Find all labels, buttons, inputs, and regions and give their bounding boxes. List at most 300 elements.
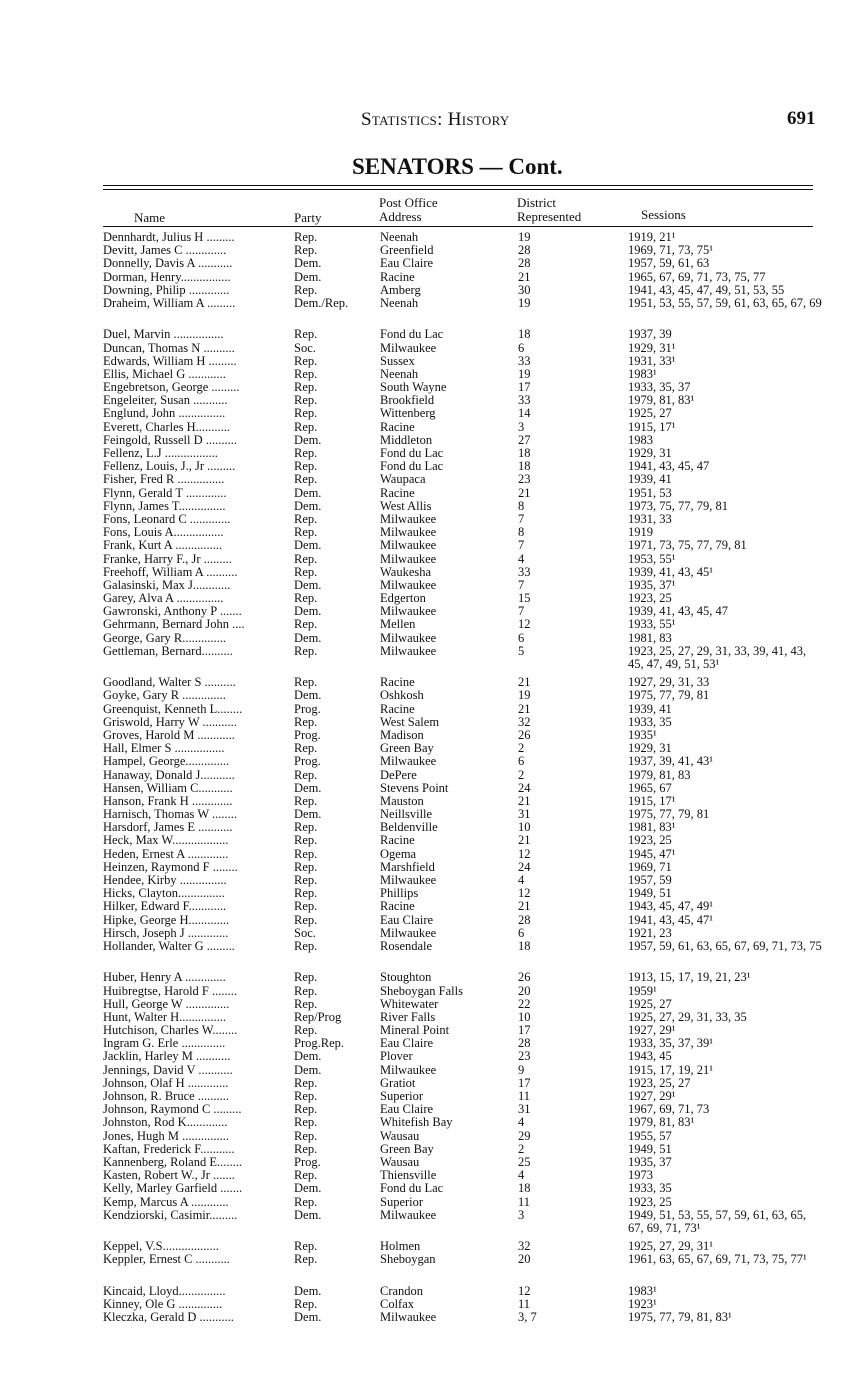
senator-district: 30 [518,282,531,297]
table-row [0,1130,859,1143]
senator-name: Hendee, Kirby ............... [103,874,227,888]
senator-sessions: 1933, 35, 37, 39¹ [628,1036,713,1051]
senator-party: Rep/Prog [294,1009,342,1024]
table-row [0,460,859,473]
senator-district: 21 [518,793,531,808]
senator-address: Milwaukee [380,643,437,658]
senator-address: Racine [380,269,415,284]
senator-name: Galasinski, Max J............ [103,578,231,592]
table-row [0,355,859,368]
senator-party: Rep. [294,1296,318,1311]
senator-sessions: 1915, 17¹ [628,419,676,434]
senator-sessions: 1935, 37 [628,1154,672,1169]
top-rule-1 [103,185,813,186]
senator-party: Soc. [294,340,316,355]
senator-sessions: 1921, 23 [628,925,672,940]
table-row [0,1311,859,1324]
senator-district: 28 [518,912,531,927]
senator-sessions: 1951, 53 [628,485,672,500]
senator-address: Milwaukee [380,925,437,940]
senator-sessions: 1927, 29¹ [628,1089,676,1104]
senator-party: Rep. [294,446,318,461]
senator-sessions: 1943, 45, 47, 49¹ [628,899,713,914]
senator-sessions: 1929, 31 [628,741,672,756]
senator-district: 12 [518,1283,531,1298]
senator-name: Englund, John ............... [103,407,226,421]
senator-party: Dem. [294,780,322,795]
senator-name: Devitt, James C ............. [103,244,227,258]
senator-sessions: 1941, 43, 45, 47, 49, 51, 53, 55 [628,282,785,297]
senator-district: 18 [518,327,531,342]
senator-name: Engebretson, George ......... [103,381,240,395]
senator-name: Duel, Marvin ................ [103,328,224,342]
senator-name: Donnelly, Davis A ........... [103,257,233,271]
senator-party: Rep. [294,899,318,914]
senator-address: Whitewater [380,996,439,1011]
senator-sessions: 1925, 27 [628,996,672,1011]
senator-name: Greenquist, Kenneth L........ [103,702,243,716]
senator-name: Fellenz, L.J ................. [103,447,218,461]
senator-district: 21 [518,833,531,848]
column-header-district-line1: District [517,195,556,210]
senator-party: Rep. [294,353,318,368]
senator-name: Kemp, Marcus A ............ [103,1195,229,1209]
senator-name: George, Gary R.............. [103,631,227,645]
senator-sessions: 1935¹ [628,727,657,742]
senator-address: Ogema [380,846,417,861]
senator-sessions: 1955, 57 [628,1128,672,1143]
table-row [0,284,859,297]
table-row [0,1050,859,1063]
senator-sessions: 1939, 41, 43, 45, 47 [628,604,728,619]
senator-sessions: 1965, 67 [628,780,672,795]
senator-address: Milwaukee [380,538,437,553]
senator-name: Hanson, Frank H ............. [103,794,233,808]
senator-sessions: 1969, 71, 73, 75¹ [628,243,713,258]
senator-address: Milwaukee [380,630,437,645]
table-row [0,927,859,940]
senator-sessions: 1979, 81, 83¹ [628,393,695,408]
senator-address: West Allis [380,498,432,513]
senator-address: Wausau [380,1154,420,1169]
senator-district: 5 [518,643,525,658]
senator-party: Dem. [294,485,322,500]
column-headers [0,193,859,225]
table-row [0,1064,859,1077]
senator-sessions: 1965, 67, 69, 71, 73, 75, 77 [628,269,766,284]
senator-address: River Falls [380,1009,436,1024]
senator-district: 7 [518,538,525,553]
senator-address: South Wayne [380,380,447,395]
senator-sessions: 1941, 43, 45, 47 [628,459,710,474]
senator-name: Hunt, Walter H............... [103,1010,227,1024]
senator-name: Dorman, Henry................ [103,270,231,284]
senator-district: 18 [518,938,531,953]
table-row [0,271,859,284]
table-row [0,900,859,913]
table-row [0,618,859,631]
senator-address: Amberg [380,282,421,297]
senator-address: Milwaukee [380,604,437,619]
senator-name: Heinzen, Raymond F ........ [103,860,238,874]
senator-party: Rep. [294,1023,318,1038]
senator-sessions: 1919 [628,525,653,540]
senator-address: Madison [380,727,424,742]
top-rule-2 [103,189,813,190]
senator-district: 32 [518,1239,531,1254]
senator-name: Hilker, Edward F............ [103,900,227,914]
senator-name: Johnson, Olaf H ............. [103,1076,229,1090]
senator-sessions: 1925, 27, 29, 31, 33, 35 [628,1009,747,1024]
table-row [0,605,859,618]
senator-district: 21 [518,899,531,914]
senator-district: 19 [518,688,531,703]
senator-address: Gratiot [380,1075,416,1090]
senator-name: Jennings, David V ........... [103,1063,233,1077]
column-header-sessions: Sessions [641,207,686,222]
senator-district: 4 [518,873,525,888]
senator-party: Rep. [294,1075,318,1090]
senator-district: 24 [518,780,531,795]
table-row [0,998,859,1011]
senator-party: Prog. [294,1154,321,1169]
senator-party: Rep. [294,1102,318,1117]
senator-sessions: 1927, 29, 31, 33 [628,675,710,690]
senator-sessions: 1933, 35 [628,1181,672,1196]
senator-sessions: 1925, 27 [628,406,672,421]
senator-address: Sheboygan [380,1252,436,1267]
senator-district: 10 [518,1009,531,1024]
senator-sessions: 1929, 31¹ [628,340,676,355]
senator-district: 18 [518,1181,531,1196]
senator-name: Freehoff, William A .......... [103,565,238,579]
senator-sessions: 1949, 51, 53, 55, 57, 59, 61, 63, 65, 67, 69, 71, 73¹ [628,1207,807,1235]
senator-party: Prog. [294,701,321,716]
senator-party: Rep. [294,970,318,985]
table-row [0,539,859,552]
senator-sessions: 1933, 35 [628,714,672,729]
senator-name: Keppel, V.S.................. [103,1240,219,1254]
senator-address: Middleton [380,432,433,447]
senator-district: 21 [518,675,531,690]
senator-district: 21 [518,485,531,500]
senator-sessions: 1925, 27, 29, 31¹ [628,1239,713,1254]
senator-address: Oshkosh [380,688,424,703]
senator-address: West Salem [380,714,440,729]
senator-sessions: 1967, 69, 71, 73 [628,1102,710,1117]
senator-address: Green Bay [380,1141,434,1156]
senator-name: Fellenz, Louis, J., Jr ......... [103,460,236,474]
senator-name: Griswold, Harry W ........... [103,715,237,729]
senator-address: Mellen [380,617,416,632]
senator-district: 17 [518,380,531,395]
senator-district: 32 [518,714,531,729]
senator-party: Dem. [294,1310,322,1325]
senator-district: 2 [518,741,525,756]
table-row [0,1116,859,1129]
table-row [0,914,859,927]
senator-party: Dem. [294,630,322,645]
senator-party: Prog. [294,727,321,742]
senator-party: Rep. [294,675,318,690]
column-header-name: Name [134,210,166,225]
senator-district: 26 [518,727,531,742]
senator-district: 26 [518,970,531,985]
senator-party: Dem. [294,807,322,822]
running-header: Statistics: History [361,109,510,130]
senator-sessions: 1979, 81, 83 [628,767,691,782]
senator-sessions: 1943, 45 [628,1049,672,1064]
senator-name: Johnston, Rod K............. [103,1116,228,1130]
senator-sessions: 1935, 37¹ [628,577,676,592]
senator-name: Johnson, R. Bruce .......... [103,1090,230,1104]
table-row [0,1037,859,1050]
table-row [0,848,859,861]
senator-sessions: 1923, 25, 27, 29, 31, 33, 39, 41, 43, 45, 47, 49, 51, 53¹ [628,643,807,672]
senator-district: 9 [518,1062,525,1077]
senator-district: 4 [518,551,525,566]
senator-party: Rep. [294,938,318,953]
senator-party: Dem. [294,1207,322,1222]
senator-party: Rep. [294,767,318,782]
senator-party: Rep. [294,243,318,258]
table-row [0,342,859,355]
senator-party: Prog. [294,754,321,769]
senator-name: Kincaid, Lloyd............... [103,1284,226,1298]
senator-district: 18 [518,459,531,474]
senator-name: Flynn, James T............... [103,499,226,513]
table-row [0,703,859,716]
senator-address: Wausau [380,1128,420,1143]
senator-name: Ingram G. Erle .............. [103,1037,226,1051]
senator-name: Heden, Ernest A ............. [103,847,229,861]
table-row [0,1077,859,1090]
senator-sessions: 1933, 35, 37 [628,380,691,395]
senator-name: Duncan, Thomas N .......... [103,341,235,355]
senator-address: Rosendale [380,938,433,953]
senator-name: Huber, Henry A ............. [103,971,226,985]
senator-district: 28 [518,256,531,271]
senator-district: 17 [518,1023,531,1038]
senator-party: Rep. [294,472,318,487]
senator-name: Harnisch, Thomas W ........ [103,808,238,822]
table-row [0,716,859,729]
senator-party: Rep. [294,820,318,835]
table-row [0,689,859,702]
senator-sessions: 1975, 77, 79, 81 [628,688,710,703]
senators-table-body [0,231,859,1324]
senator-party: Rep. [294,996,318,1011]
senator-name: Kendziorski, Casimir......... [103,1208,238,1222]
senator-sessions: 1923, 25 [628,1194,672,1209]
senator-sessions: 1961, 63, 65, 67, 69, 71, 73, 75, 77¹ [628,1252,807,1267]
senator-district: 8 [518,525,525,540]
senator-sessions: 1931, 33 [628,511,672,526]
senator-party: Rep. [294,1168,318,1183]
senator-address: Eau Claire [380,912,434,927]
senator-district: 10 [518,820,531,835]
senator-name: Kleczka, Gerald D ........... [103,1311,234,1325]
senator-district: 11 [518,1194,531,1209]
senator-name: Goodland, Walter S .......... [103,676,236,690]
senator-name: Kelly, Marley Garfield ....... [103,1182,243,1196]
senator-address: Whitefish Bay [380,1115,453,1130]
senator-district: 12 [518,846,531,861]
senator-name: Jones, Hugh M ............... [103,1129,230,1143]
senator-sessions: 1951, 53, 55, 57, 59, 61, 63, 65, 67, 69 [628,295,822,310]
senator-party: Dem. [294,256,322,271]
senator-address: Plover [380,1049,413,1064]
senator-party: Dem. [294,269,322,284]
senator-address: Eau Claire [380,1036,434,1051]
senator-sessions: 1957, 59, 61, 63, 65, 67, 69, 71, 73, 75 [628,938,822,953]
senator-address: Fond du Lac [380,327,444,342]
senator-address: Edgerton [380,591,426,606]
senator-party: Rep. [294,406,318,421]
senator-district: 22 [518,996,531,1011]
senator-name: Hipke, George H............. [103,913,230,927]
senator-address: Neillsville [380,807,433,822]
senator-sessions: 1941, 43, 45, 47¹ [628,912,713,927]
senator-sessions: 1983¹ [628,1283,657,1298]
senator-district: 31 [518,1102,531,1117]
senator-sessions: 1969, 71 [628,859,672,874]
senator-sessions: 1915, 17, 19, 21¹ [628,1062,713,1077]
senator-address: Milwaukee [380,577,437,592]
table-row [0,407,859,420]
senator-party: Rep. [294,846,318,861]
senator-address: Milwaukee [380,1310,437,1325]
senator-district: 23 [518,1049,531,1064]
column-header-party: Party [294,210,322,225]
senator-district: 20 [518,1252,531,1267]
senator-sessions: 1983 [628,432,653,447]
senator-address: Sheboygan Falls [380,983,463,998]
senator-sessions: 1923¹ [628,1296,657,1311]
senator-address: Mauston [380,793,424,808]
senator-address: Racine [380,833,415,848]
senator-sessions: 1945, 47¹ [628,846,676,861]
senator-name: Hansen, William C........... [103,781,233,795]
senator-name: Kinney, Ole G .............. [103,1297,223,1311]
table-row [0,257,859,270]
senator-party: Rep. [294,793,318,808]
senator-party: Soc. [294,925,316,940]
table-row [0,821,859,834]
senator-name: Hutchison, Charles W........ [103,1024,238,1038]
senator-district: 3, 7 [518,1310,537,1325]
senator-party: Dem. [294,1283,322,1298]
senator-name: Feingold, Russell D .......... [103,433,238,447]
senator-district: 7 [518,577,525,592]
senator-party: Rep. [294,1128,318,1143]
senator-district: 14 [518,406,531,421]
senator-party: Rep. [294,327,318,342]
senator-sessions: 1975, 77, 79, 81 [628,807,710,822]
senator-address: Milwaukee [380,1062,437,1077]
senator-address: Green Bay [380,741,434,756]
senator-name: Gehrmann, Bernard John .... [103,618,245,632]
senator-name: Harsdorf, James E ........... [103,821,233,835]
senator-party: Rep. [294,983,318,998]
senator-party: Rep. [294,525,318,540]
senator-address: Brookfield [380,393,435,408]
senator-party: Rep. [294,459,318,474]
senator-sessions: 1923, 25 [628,833,672,848]
senator-sessions: 1949, 51 [628,1141,672,1156]
senator-sessions: 1975, 77, 79, 81, 83¹ [628,1310,732,1325]
senator-name: Kasten, Robert W., Jr ....... [103,1169,235,1183]
senator-party: Rep. [294,380,318,395]
senator-address: Wittenberg [380,406,436,421]
table-row [0,1182,859,1195]
senator-address: Thiensville [380,1168,437,1183]
senator-address: Fond du Lac [380,1181,444,1196]
table-row [0,297,859,323]
senator-sessions: 1915, 17¹ [628,793,676,808]
senator-district: 6 [518,754,525,769]
senator-address: Milwaukee [380,551,437,566]
senator-party: Rep. [294,419,318,434]
senator-sessions: 1939, 41 [628,472,672,487]
senator-party: Dem. [294,1049,322,1064]
senator-name: Hicks, Clayton............... [103,887,225,901]
senator-address: Racine [380,701,415,716]
table-row [0,1196,859,1209]
senator-address: Mineral Point [380,1023,450,1038]
senator-sessions: 1937, 39 [628,327,672,342]
senator-name: Keppler, Ernest C ........... [103,1253,230,1267]
table-row [0,579,859,592]
senator-party: Prog.Rep. [294,1036,344,1051]
senator-district: 28 [518,1036,531,1051]
senator-district: 7 [518,511,525,526]
senator-party: Dem. [294,604,322,619]
senator-party: Rep. [294,282,318,297]
senator-party: Rep. [294,643,318,658]
senator-address: Eau Claire [380,1102,434,1117]
table-row [0,676,859,689]
senator-district: 2 [518,1141,525,1156]
senator-address: Milwaukee [380,754,437,769]
senator-party: Rep. [294,886,318,901]
senator-party: Rep. [294,873,318,888]
senator-address: Milwaukee [380,340,437,355]
senator-district: 4 [518,1168,525,1183]
senator-address: Crandon [380,1283,424,1298]
senator-sessions: 1973, 75, 77, 79, 81 [628,498,728,513]
senator-name: Frank, Kurt A ............... [103,539,223,553]
senator-sessions: 1981, 83 [628,630,672,645]
senator-name: Johnson, Raymond C ......... [103,1103,242,1117]
senator-district: 6 [518,340,525,355]
table-row [0,782,859,795]
senator-district: 12 [518,886,531,901]
senator-party: Rep. [294,912,318,927]
senator-party: Rep. [294,366,318,381]
senator-district: 33 [518,564,531,579]
senator-name: Hull, George W .............. [103,997,230,1011]
senator-district: 28 [518,243,531,258]
senator-address: Fond du Lac [380,446,444,461]
senator-district: 18 [518,446,531,461]
senator-name: Hirsch, Joseph J ............. [103,926,229,940]
senator-district: 33 [518,353,531,368]
senator-address: Racine [380,419,415,434]
senator-party: Rep. [294,564,318,579]
senator-address: Eau Claire [380,256,434,271]
senator-party: Dem. [294,432,322,447]
